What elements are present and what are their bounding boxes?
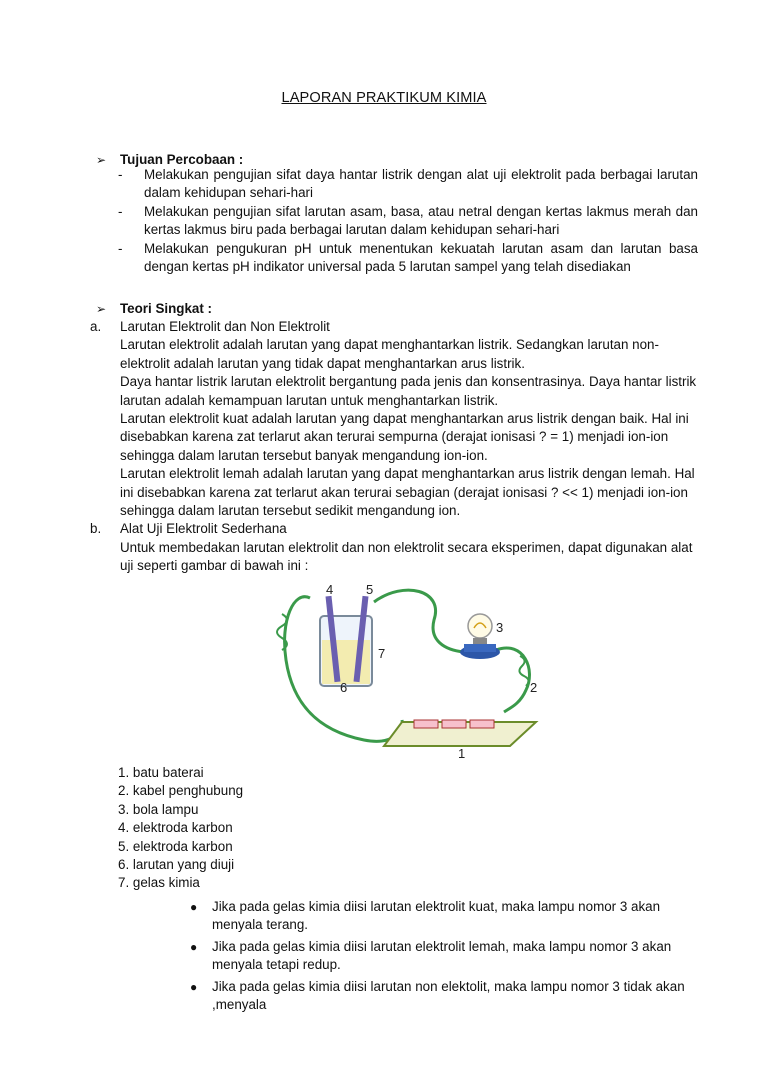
paragraph: Untuk membedakan larutan elektrolit dan non elektrolit secara eksperimen, dapat digunakan alat uji seperti gambar di bawah ini : <box>120 539 693 574</box>
lamp-bulb <box>468 614 492 638</box>
diagram-label-7: 7 <box>378 646 386 661</box>
page-title: LAPORAN PRAKTIKUM KIMIA <box>281 90 487 106</box>
paragraph: Daya hantar listrik larutan elektrolit bergantung pada jenis dan konsentrasinya. Daya hantar listrik larutan adalah kemampuan larutan untuk menghantarkan listrik. <box>120 374 697 408</box>
diagram-legend <box>118 764 243 893</box>
diagram-label-2: 2 <box>530 680 538 695</box>
observation-bullets <box>190 898 690 1017</box>
bullet-dot-icon: ● <box>190 900 198 914</box>
legend-item: 2. kabel penghubung <box>118 783 244 799</box>
legend-item: 4. elektroda karbon <box>118 820 233 836</box>
battery-2 <box>442 720 466 728</box>
list-item: - Melakukan pengukuran pH untuk menentukan kekuatah larutan asam dan larutan basa dengan kertas pH indikator universal pada 5 larutan sampel yang telah disediakan <box>118 240 698 275</box>
paragraph: Larutan elektrolit adalah larutan yang dapat menghantarkan listrik. Sedangkan larutan non-elektrolit adalah larutan yang tidak dapat menghantarkan arus listrik. <box>120 337 659 371</box>
arrow-bullet-icon: ➢ <box>96 153 107 167</box>
diagram-label-4: 4 <box>326 582 334 597</box>
legend-item: 3. bola lampu <box>118 801 199 817</box>
arrow-bullet-icon: ➢ <box>96 302 107 316</box>
list-item: - Melakukan pengujian sifat larutan asam, basa, atau netral dengan kertas lakmus merah dan kertas lakmus biru pada berbagai larutan dalam kehidupan sehari-hari <box>118 203 698 238</box>
bullet-dot-icon: ● <box>190 939 198 954</box>
list-item: ● Jika pada gelas kimia diisi larutan elektrolit lemah, maka lampu nomor 3 akan menyala tetapi redup. <box>190 938 672 973</box>
legend-item: 6. larutan yang diuji <box>118 857 235 873</box>
diagram-label-1: 1 <box>458 746 466 760</box>
list-item: ● Jika pada gelas kimia diisi larutan non elektolit, maka lampu nomor 3 tidak akan ,menyala <box>190 978 685 1013</box>
teori-body <box>90 318 698 576</box>
legend-item: 7. gelas kimia <box>118 875 200 891</box>
wire-right <box>496 648 529 712</box>
lamp-base-body <box>464 644 496 652</box>
subsection-b-title: b. Alat Uji Elektrolit Sederhana <box>90 521 287 537</box>
diagram-label-3: 3 <box>496 620 504 635</box>
paragraph: Larutan elektrolit kuat adalah larutan yang dapat menghantarkan arus listrik dengan baik. Hal ini disebabkan karena zat terlarut akan terurai sempurna (derajat ionisasi ? = 1) menjadi ion-ion sehingga dalam larutan tersebut banyak mengandung ion-ion. <box>120 411 689 463</box>
legend-item: 1. batu baterai <box>118 765 204 780</box>
subsection-a-title: a. Larutan Elektrolit dan Non Elektrolit <box>90 319 330 334</box>
battery-1 <box>414 720 438 728</box>
tujuan-list <box>118 166 698 276</box>
battery-3 <box>470 720 494 728</box>
wire-top <box>374 590 464 652</box>
diagram-label-5: 5 <box>366 582 374 597</box>
document-page: LAPORAN PRAKTIKUM KIMIA ➢ Tujuan Percobaan : - Melakukan pengujian sifat daya hantar listrik dengan alat uji elektrolit pada berbagai larutan dalam kehidupan sehari-hari - Melakukan pengujian sifat larutan asam, basa, atau netral dengan kertas lakmus merah dan kertas lakmus biru pada berbagai larutan dalam kehidupan sehari-hari - Melakukan pengukuran pH untuk menentukan kekuatah larutan asam dan larutan basa dengan kertas pH indikator universal pada 5 larutan sampel yang telah disediakan ➢ Teori Singkat : a. Larutan Elektrolit dan Non Elektrolit Larutan elektrolit adalah larutan yang dapat menghantarkan listrik. Sedangkan larutan non-elektrolit adalah larutan yang tidak dapat menghantarkan arus listrik. Daya hantar listrik larutan elektrolit bergantung pada jenis dan konsentrasinya. Daya hantar listrik larutan adalah kemampuan larutan untuk menghantarkan listrik. Larutan elektrolit kuat adalah larutan yang dapat menghantarkan arus listrik dengan baik. Hal ini disebabkan karena zat terlarut akan terurai sempurna (derajat ionisasi ? = 1) menjadi ion-ion sehingga dalam larutan tersebut banyak mengandung ion-ion. Larutan elektrolit lemah adalah larutan yang dapat menghantarkan arus listrik dengan lemah. Hal ini disebabkan karena zat terlarut akan terurai sebagian (derajat ionisasi ? << 1) menjadi ion-ion sehingga dalam larutan tersebut sedikit mengandung ion. b. Alat Uji Elektrolit Sederhana Untuk membedakan larutan elektrolit dan non elektrolit secara eksperimen, dapat digunakan alat uji seperti gambar di bawah ini : 1 2 3 4 5 6 7 1. batu baterai 2. kabel penghubung 3. bola lampu 4. elektroda karbon 5. elektroda karbon 6. larutan yang diuji 7. gelas kimia ● Jika pada gelas kimia diisi larutan elektrolit kuat, maka lampu nomor 3 akan menyala terang. ● Jika pada gelas kimia diisi larutan elektrolit lemah, maka lampu nomor 3 akan menyala tetapi redup. ● Jika pada gelas kimia diisi larutan non elektolit, maka lampu nomor 3 tidak akan ,menyala <box>0 0 768 1087</box>
electrolyte-tester-diagram <box>274 580 554 760</box>
diagram-label-6: 6 <box>340 680 348 695</box>
legend-item: 5. elektroda karbon <box>118 838 233 854</box>
list-item: ● Jika pada gelas kimia diisi larutan elektrolit kuat, maka lampu nomor 3 akan menyala terang. <box>190 899 661 933</box>
paragraph: Larutan elektrolit lemah adalah larutan yang dapat menghantarkan arus listrik dengan lemah. Hal ini disebabkan karena zat terlarut akan terurai sebagian (derajat ionisasi ? << 1) menjadi ion-ion sehingga dalam larutan tersebut sedikit mengandung ion. <box>120 466 695 519</box>
list-item: - Melakukan pengujian sifat daya hantar listrik dengan alat uji elektrolit pada berbagai larutan dalam kehidupan sehari-hari <box>118 167 698 201</box>
bullet-dot-icon: ● <box>190 979 198 994</box>
